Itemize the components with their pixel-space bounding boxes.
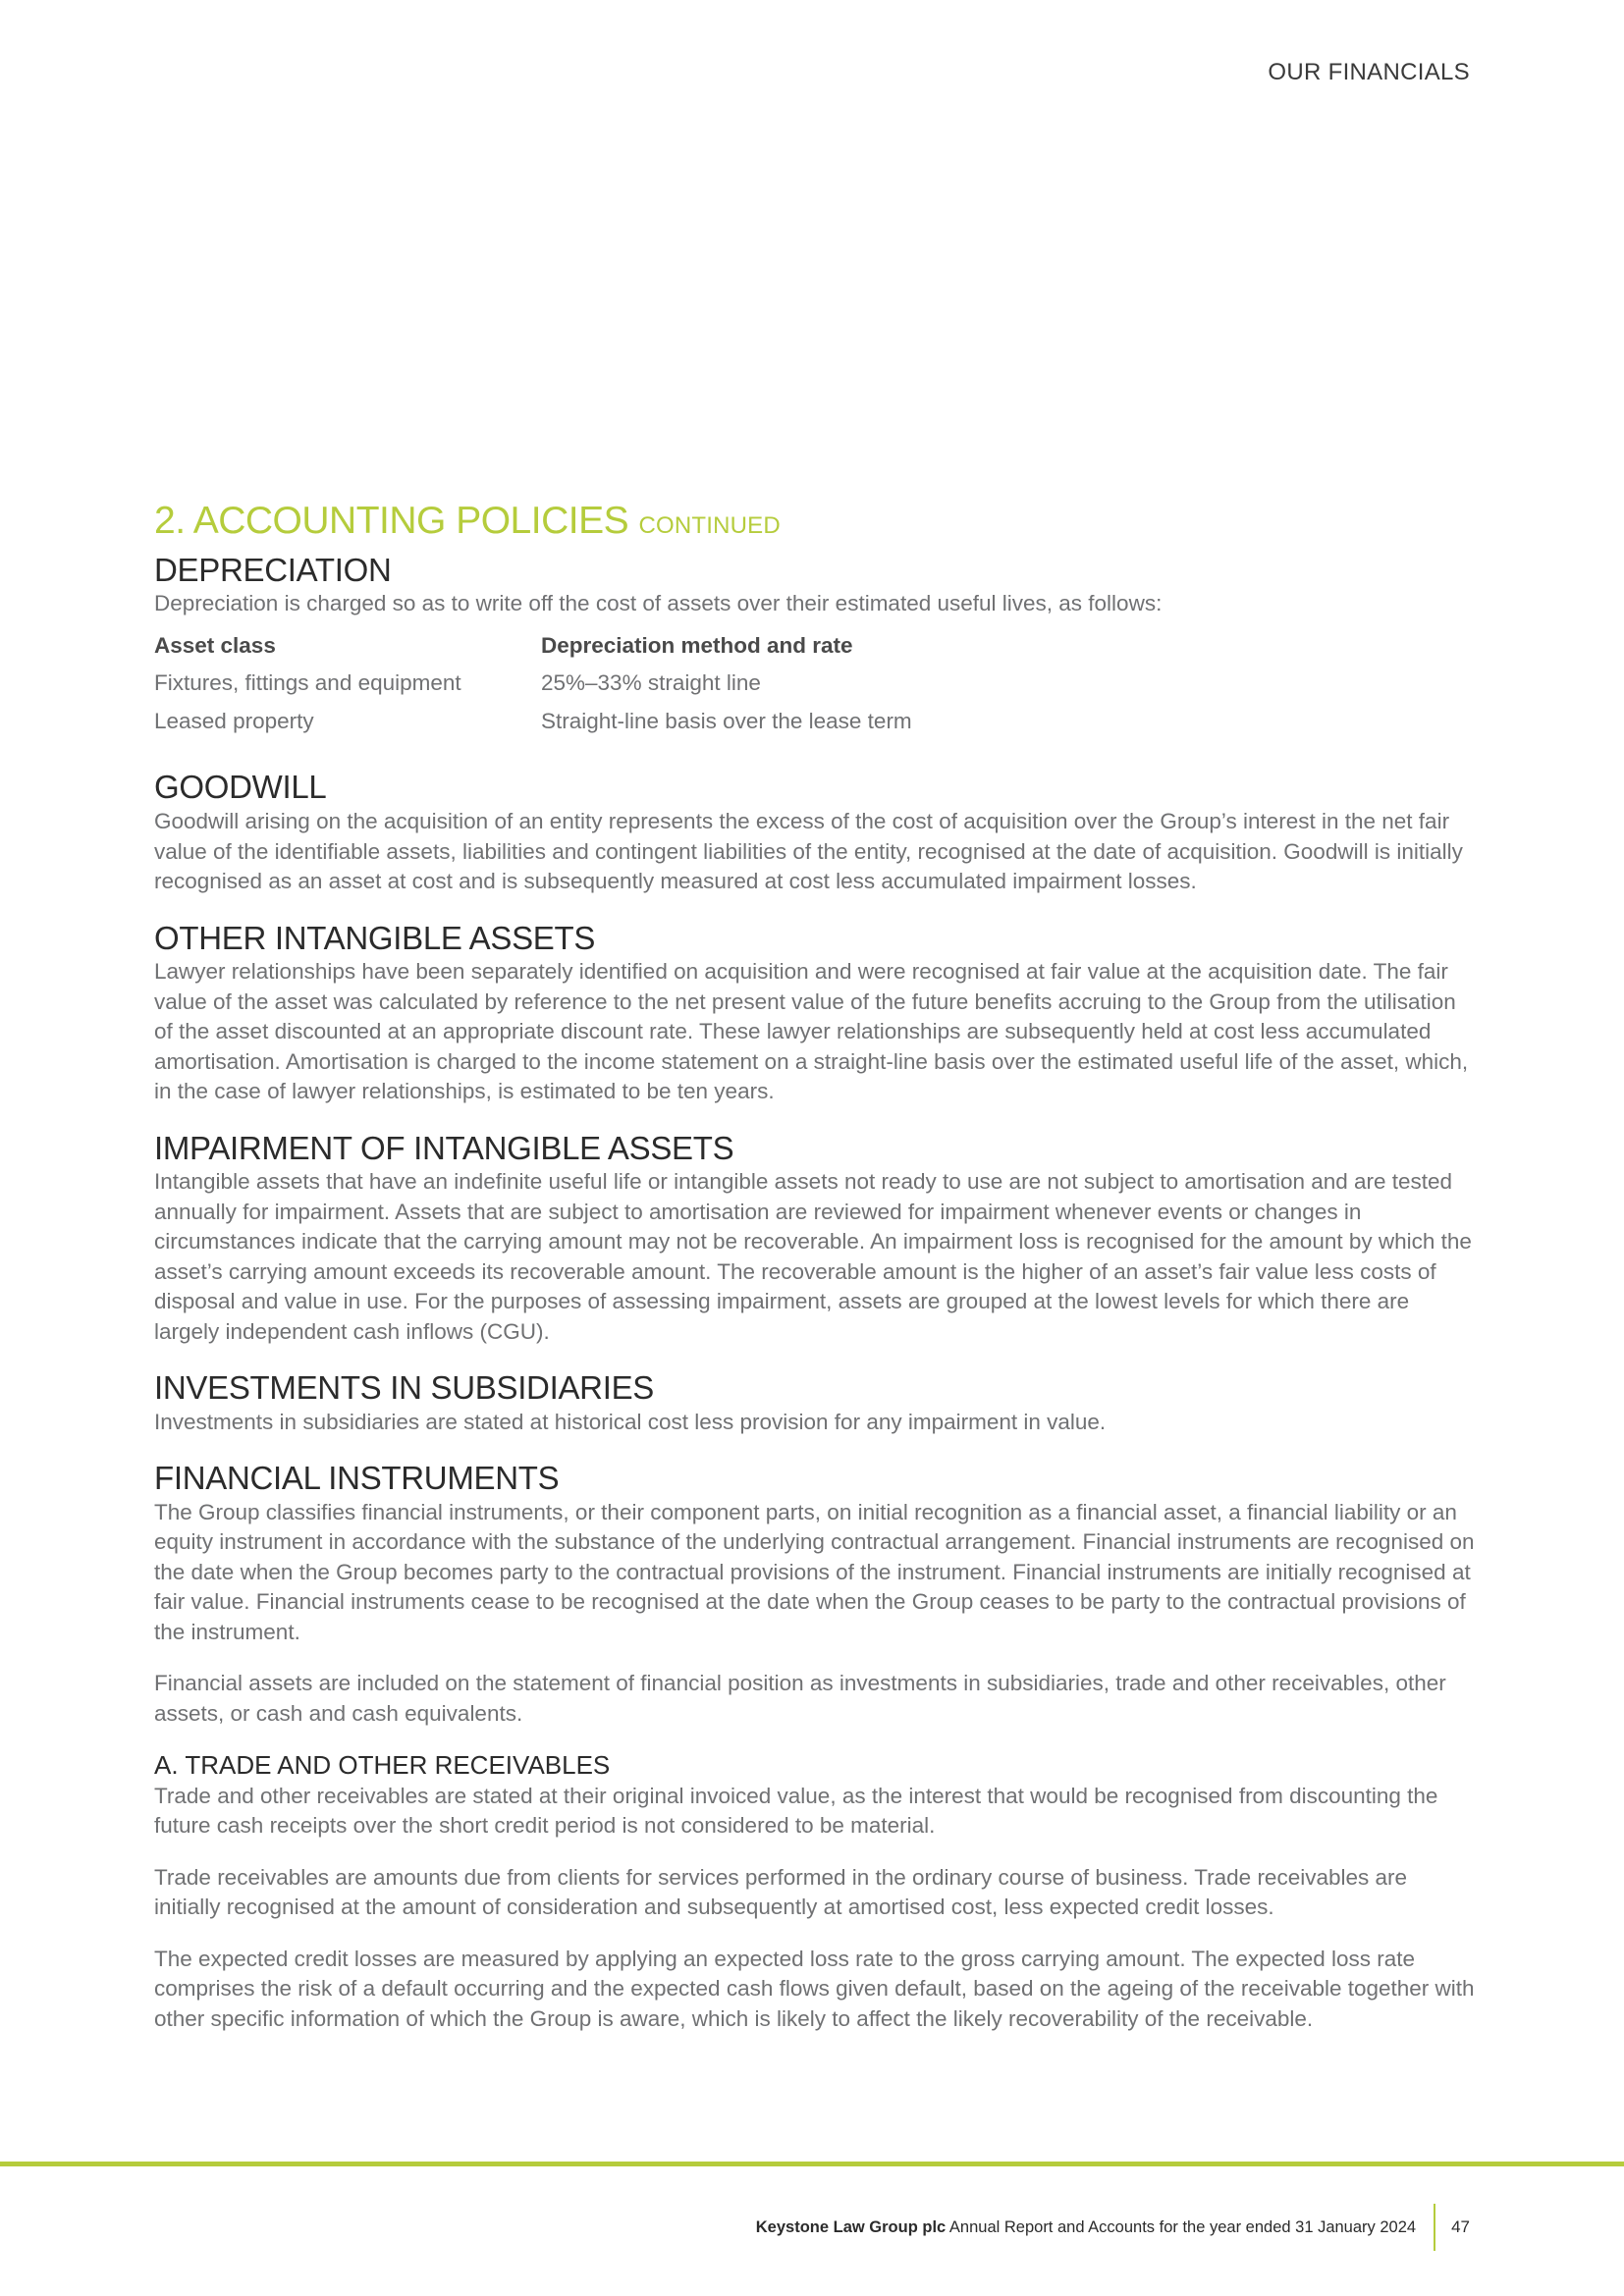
financial-instruments-heading: FINANCIAL INSTRUMENTS xyxy=(154,1460,560,1497)
depreciation-table xyxy=(154,631,1475,737)
table-cell-method: 25%–33% straight line xyxy=(541,670,761,696)
page-footer xyxy=(756,2204,1470,2251)
goodwill-heading: GOODWILL xyxy=(154,769,327,806)
financial-instruments-section xyxy=(154,1459,1475,1729)
page-content xyxy=(154,501,1475,2056)
page-number: 47 xyxy=(1451,2217,1470,2236)
footer-report-title: Keystone Law Group plc xyxy=(755,2217,947,2236)
table-cell-asset: Leased property xyxy=(154,708,314,733)
table-header-asset-class: Asset class xyxy=(154,632,276,658)
other-intangibles-heading: OTHER INTANGIBLE ASSETS xyxy=(154,919,596,956)
other-intangibles-section xyxy=(154,919,1475,1107)
depreciation-section xyxy=(154,551,1475,737)
goodwill-section xyxy=(154,768,1475,896)
trade-receivables-heading: A. TRADE AND OTHER RECEIVABLES xyxy=(154,1750,611,1781)
section-title xyxy=(154,501,1475,543)
impairment-paragraph: Intangible assets that have an indefinite useful life or intangible assets not ready to use are not subject to amortisation and are tested annually for impairment. Assets that are subject to amortisation are reviewed for impairment whenever events or changes in circumstances indicate that the carrying amount may not be recoverable. An impairment loss is recognised for the amount by which the asset’s carrying amount exceeds its recoverable amount. The recoverable amount is the higher of an asset’s fair value less costs of disposal and value in use. For the purposes of assessing impairment, assets are grouped at the lowest levels for which there are largely independent cash inflows (CGU). xyxy=(154,1169,1472,1344)
trade-receivables-paragraph-1: Trade and other receivables are stated at their original invoiced value, as the interest that would be recognised from discounting the future cash receipts over the short credit period is not considered to be material. xyxy=(154,1783,1438,1839)
trade-receivables-paragraph-2: Trade receivables are amounts due from clients for services performed in the ordinary course of business. Trade receivables are initially recognised at the amount of consideration and subsequently at amortised cost, less expected credit losses. xyxy=(154,1864,1408,1920)
investments-heading: INVESTMENTS IN SUBSIDIARIES xyxy=(154,1369,654,1407)
table-cell-method: Straight-line basis over the lease term xyxy=(541,708,912,733)
section-title-text: 2. ACCOUNTING POLICIES xyxy=(154,500,629,542)
investments-paragraph: Investments in subsidiaries are stated at historical cost less provision for any impairment in value. xyxy=(154,1409,1107,1434)
footer-divider xyxy=(1434,2204,1435,2251)
table-cell-asset: Fixtures, fittings and equipment xyxy=(154,670,461,696)
financial-instruments-paragraph-2: Financial assets are included on the statement of financial position as investments in subsidiaries, trade and other receivables, other assets, or cash and cash equivalents. xyxy=(154,1671,1446,1726)
table-header-method: Depreciation method and rate xyxy=(541,632,853,658)
depreciation-intro: Depreciation is charged so as to write off the cost of assets over their estimated useful lives, as follows: xyxy=(154,591,1163,616)
footer-rule xyxy=(0,2162,1624,2166)
investments-section xyxy=(154,1368,1475,1437)
impairment-heading: IMPAIRMENT OF INTANGIBLE ASSETS xyxy=(154,1129,734,1166)
depreciation-heading: DEPRECIATION xyxy=(154,551,392,588)
trade-receivables-section xyxy=(154,1750,1475,2034)
running-header: OUR FINANCIALS xyxy=(1268,59,1470,85)
impairment-section xyxy=(154,1129,1475,1348)
financial-instruments-paragraph-1: The Group classifies financial instruments, or their component parts, on initial recognition as a financial asset, a financial liability or an equity instrument in accordance with the substance of the underlying contractual arrangement. Financial instruments are recognised on the date when the Group becomes party to the contractual provisions of the instrument. Financial instruments are initially recognised at fair value. Financial instruments cease to be recognised at the date when the Group ceases to be party to the contractual provisions of the instrument. xyxy=(154,1499,1475,1644)
footer-report-subtitle: Annual Report and Accounts for the year ended 31 January 2024 xyxy=(948,2217,1417,2236)
goodwill-paragraph: Goodwill arising on the acquisition of an entity represents the excess of the cost of acquisition over the Group’s interest in the net fair value of the identifiable assets, liabilities and contingent liabilities of the entity, recognised at the date of acquisition. Goodwill is initially recognised as an asset at cost and is subsequently measured at cost less accumulated impairment losses. xyxy=(154,809,1463,894)
trade-receivables-paragraph-3: The expected credit losses are measured by applying an expected loss rate to the gross carrying amount. The expected loss rate comprises the risk of a default occurring and the expected cash flows given default, based on the ageing of the receivable together with other specific information of which the Group is aware, which is likely to affect the likely recoverability of the receivable. xyxy=(154,1946,1475,2031)
section-continued-label: CONTINUED xyxy=(638,512,781,539)
other-intangibles-paragraph: Lawyer relationships have been separately identified on acquisition and were recognised at fair value at the acquisition date. The fair value of the asset was calculated by reference to the net present value of the future benefits accruing to the Group from the utilisation of the asset discounted at an appropriate discount rate. These lawyer relationships are subsequently held at cost less accumulated amortisation. Amortisation is charged to the income statement on a straight-line basis over the estimated useful life of the asset, which, in the case of lawyer relationships, is estimated to be ten years. xyxy=(154,959,1469,1104)
